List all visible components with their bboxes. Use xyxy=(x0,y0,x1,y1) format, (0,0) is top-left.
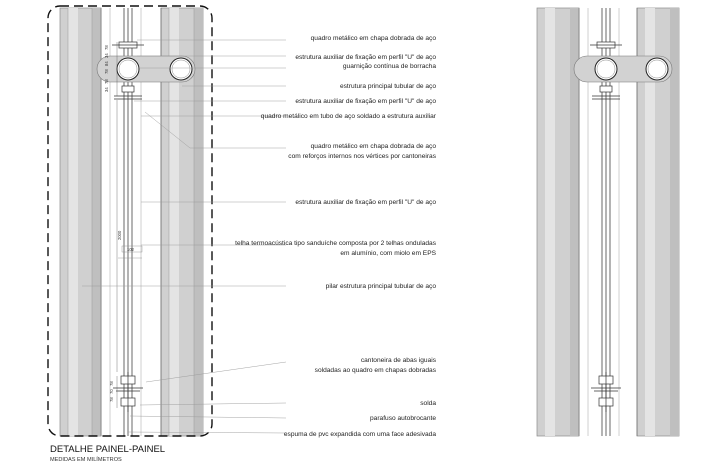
left-detail xyxy=(48,6,212,436)
dimension-label: 78 xyxy=(104,45,109,50)
left-column-highlight xyxy=(68,8,78,436)
annotation-screw: parafuso autobrocante xyxy=(370,415,436,422)
dimension-label: 70 xyxy=(109,389,114,394)
dimension-label: 78 xyxy=(109,381,114,386)
bottom-profile-assembly xyxy=(113,372,143,412)
right-detail-tube-circle-right xyxy=(646,58,668,80)
annotation-sandwich-tile: telha termoacústica tipo sanduíche composta por 2 telhas onduladas xyxy=(235,240,436,247)
annotation-u-profile-second: estrutura auxiliar de fixação em perfil "U" de aço xyxy=(295,98,436,105)
annotation-weld: solda xyxy=(420,400,436,407)
annotation-pillar: pilar estrutura principal tubular de aço xyxy=(325,283,436,290)
annotation-tube-frame: quadro metálico em tubo de aço soldado a estrutura auxiliar xyxy=(260,113,436,120)
right-detail-tube-circle-left xyxy=(595,58,617,80)
annotation-frame-reinforced-2: com reforços internos nos vértices por cantoneiras xyxy=(288,153,436,160)
dimension-label: 34 xyxy=(104,53,109,58)
right-detail-left-column-highlight xyxy=(545,8,555,436)
annotation-main-tubular: estrutura principal tubular de aço xyxy=(339,83,436,90)
dimension-label: 78 xyxy=(104,79,109,84)
tube-circle-right xyxy=(170,58,192,80)
dimension-label: 84 xyxy=(104,61,109,66)
annotation-rubber-gasket: guarnição contínua de borracha xyxy=(342,63,436,70)
annotation-angle-2: soldadas ao quadro em chapas dobradas xyxy=(314,367,436,374)
tube-circle-left xyxy=(117,58,139,80)
dimension-label-overall: 2000 xyxy=(117,230,122,240)
dimension-label: 34 xyxy=(104,87,109,92)
dimension-label: 78 xyxy=(104,69,109,74)
annotation-labels xyxy=(235,35,437,438)
right-detail xyxy=(537,8,679,436)
drawing-subtitle: MEDIDAS EM MILÍMETROS xyxy=(50,457,122,463)
annotation-pvc-foam: espuma de pvc expandida com uma face adesivada xyxy=(283,431,436,438)
annotation-angle: cantoneira de abas iguais xyxy=(360,357,436,364)
annotation-frame-folded: quadro metálico em chapa dobrada de aço xyxy=(310,35,436,42)
drawing-title: DETALHE PAINEL-PAINEL xyxy=(50,444,166,455)
annotation-sandwich-tile-2: em alumínio, com miolo em EPS xyxy=(340,250,436,257)
right-detail-bottom-assembly xyxy=(591,372,621,412)
right-column-shade xyxy=(194,8,203,436)
dimension-label-width: 102 xyxy=(127,247,134,252)
annotation-frame-reinforced: quadro metálico em chapa dobrada de aço xyxy=(310,143,436,150)
annotation-u-profile-top: estrutura auxiliar de fixação em perfil "U" de aço xyxy=(295,54,436,61)
annotation-u-profile-mid: estrutura auxiliar de fixação em perfil "U" de aço xyxy=(295,199,436,206)
dimension-label: 78 xyxy=(109,397,114,402)
